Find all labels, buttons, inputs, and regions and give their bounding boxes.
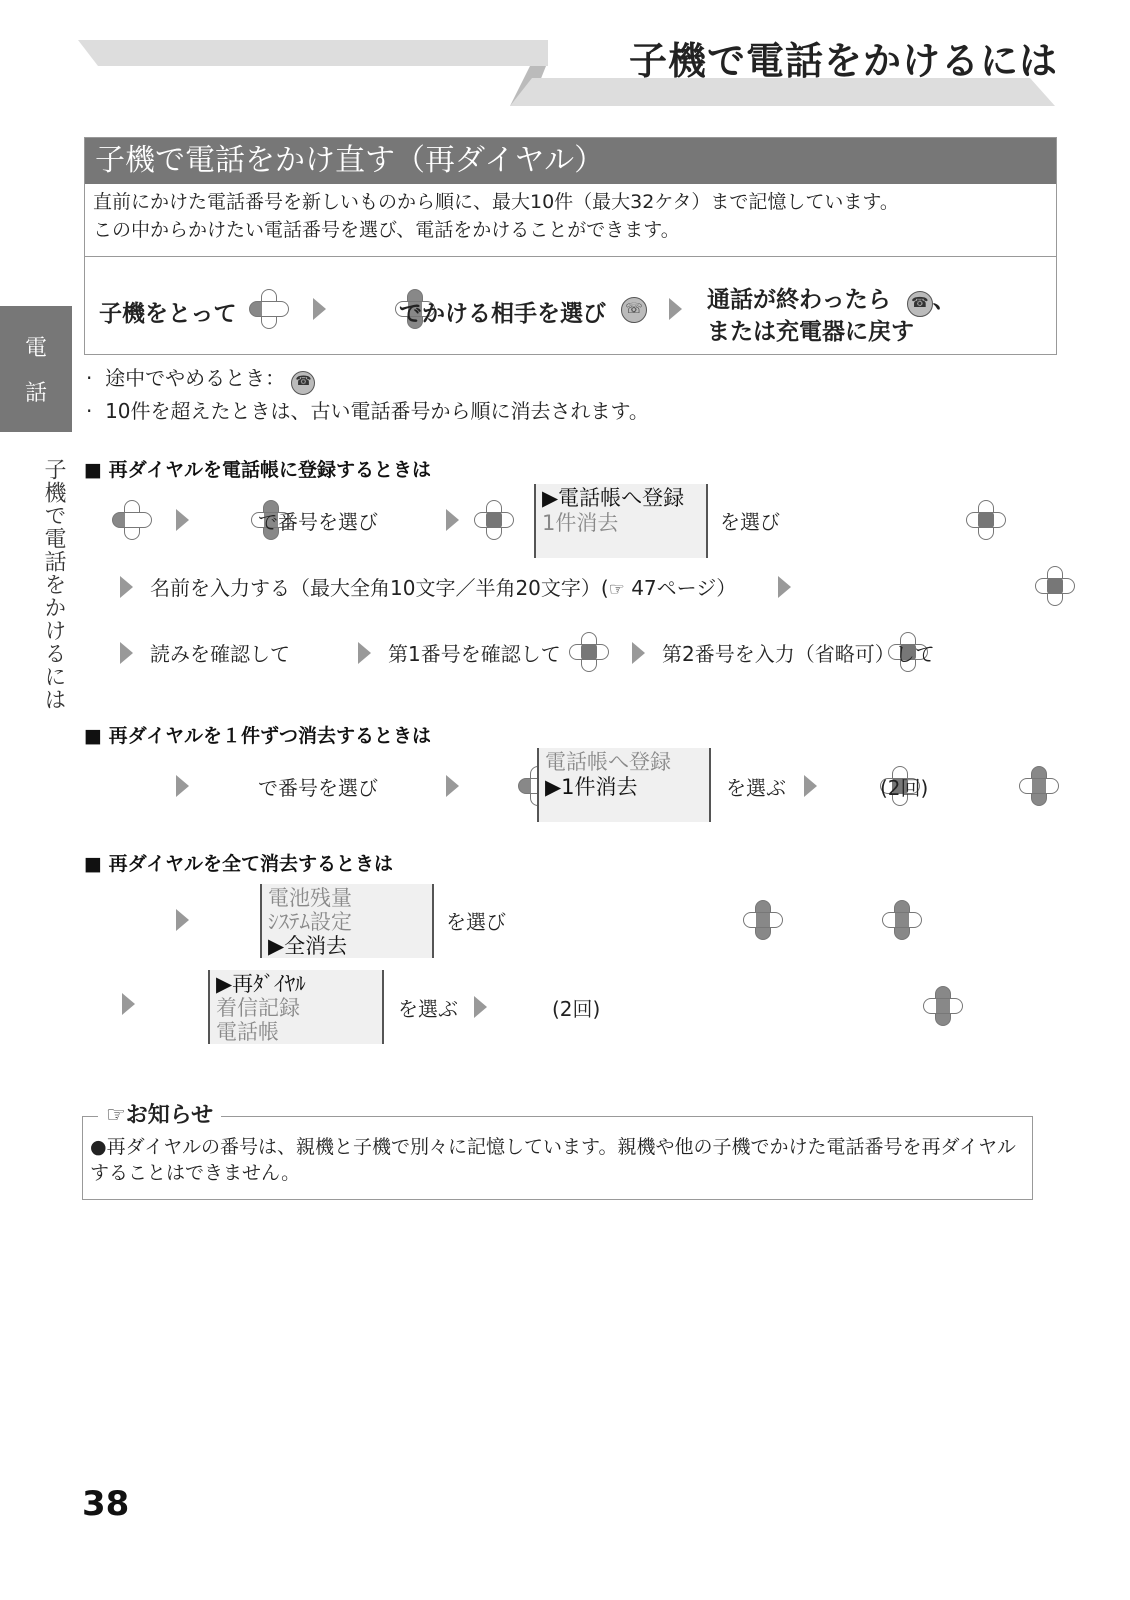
register-menu [534, 484, 708, 558]
arrow-right-icon [632, 642, 645, 664]
menu-item: 電話帳へ登録 [545, 750, 671, 774]
menu-item: 1件消去 [542, 511, 619, 535]
arrow-right-icon [313, 298, 326, 320]
redial-heading: 子機で電話をかけ直す（再ダイヤル） [85, 138, 1056, 184]
chapter-tab [0, 306, 72, 432]
delete-one-times: (2回) [880, 776, 929, 800]
dpad-center-icon [966, 500, 1006, 540]
arrow-right-icon [778, 576, 791, 598]
menu-item: ▶1件消去 [545, 775, 638, 799]
arrow-right-icon [176, 909, 189, 931]
chapter-tab-char: 電 [24, 336, 47, 361]
delete-all-select-1: を選び [446, 910, 506, 934]
delete-all-select-2: を選ぶ [398, 997, 458, 1021]
menu-item: ▶全消去 [268, 934, 348, 958]
call-button-icon: ☏ [621, 297, 647, 323]
register-name-input: 名前を入力する（最大全角10文字／半角20文字）(☞ 47ページ） [150, 576, 737, 600]
menu-item: ▶電話帳へ登録 [542, 486, 685, 510]
dpad-updown-icon [1019, 766, 1059, 806]
redial-description-line: この中からかけたい電話番号を選び、電話をかけることができます。 [93, 219, 680, 241]
delete-one-heading: ■ 再ダイヤルを１件ずつ消去するときは [84, 725, 431, 747]
arrow-right-icon [804, 775, 817, 797]
notice-text: ●再ダイヤルの番号は、親機と子機で別々に記憶しています。親機や他の子機でかけた電話番号を再ダイヤルすることはできません。 [90, 1136, 1016, 1184]
step-return-charger: または充電器に戻す [707, 319, 914, 345]
dpad-center-icon [1035, 566, 1075, 606]
dpad-center-icon [474, 500, 514, 540]
hand-pointer-icon: ☞ [608, 579, 625, 600]
redial-steps [85, 257, 1056, 361]
dpad-updown-icon [882, 900, 922, 940]
register-input-second: 第2番号を入力（省略可）して [662, 642, 935, 666]
register-confirm-reading: 読みを確認して [150, 642, 290, 666]
page-title: 子機で電話をかけるには [628, 39, 1058, 83]
chapter-tab-char: 話 [24, 381, 47, 406]
menu-item: ▶再ﾀﾞｲﾔﾙ [216, 972, 306, 996]
note-cancel: · 途中でやめるとき： ☎ [86, 362, 315, 395]
menu-item: 電話帳 [216, 1020, 279, 1044]
menu-item: 電池残量 [268, 886, 352, 910]
delete-one-menu [537, 748, 711, 822]
delete-all-menu-logs [208, 970, 384, 1044]
step-end-call: 通話が終わったら ☎ 、 [707, 281, 956, 317]
arrow-right-icon [176, 775, 189, 797]
arrow-right-icon [358, 642, 371, 664]
dpad-updown-icon [923, 986, 963, 1026]
info-hand-icon: ☞ [106, 1103, 126, 1128]
delete-all-menu-settings [260, 884, 434, 958]
header-banner-bar [78, 40, 548, 66]
notice-title: ☞お知らせ [98, 1098, 221, 1129]
arrow-right-icon [122, 993, 135, 1015]
arrow-right-icon [446, 509, 459, 531]
redial-description-line: 直前にかけた電話番号を新しいものから順に、最大10件（最大32ケタ）まで記憶しています。 [93, 191, 899, 213]
arrow-right-icon [474, 996, 487, 1018]
arrow-right-icon [176, 509, 189, 531]
dpad-center-icon [569, 632, 609, 672]
dpad-updown-icon [743, 900, 783, 940]
delete-one-select-number: で番号を選び [258, 776, 378, 800]
arrow-right-icon [120, 576, 133, 598]
register-confirm-first: 第1番号を確認して [388, 642, 561, 666]
menu-item: ｼｽﾃﾑ設定 [268, 910, 352, 934]
dpad-left-icon [249, 289, 289, 329]
arrow-right-icon [669, 298, 682, 320]
register-heading: ■ 再ダイヤルを電話帳に登録するときは [84, 459, 431, 481]
redial-box [84, 137, 1057, 355]
arrow-right-icon [446, 775, 459, 797]
note-overflow: · 10件を超えたときは、古い電話番号から順に消去されます。 [86, 399, 649, 423]
end-call-button-icon: ☎ [907, 291, 933, 317]
end-call-button-icon: ☎ [291, 371, 315, 395]
step-select: でかける相手を選び [399, 301, 606, 327]
delete-all-heading: ■ 再ダイヤルを全て消去するときは [84, 853, 393, 875]
delete-one-select: を選ぶ [726, 776, 786, 800]
menu-item: 着信記録 [216, 996, 300, 1020]
redial-description [85, 184, 1056, 257]
arrow-right-icon [120, 642, 133, 664]
dpad-left-icon [112, 500, 152, 540]
delete-all-times: (2回) [552, 997, 601, 1021]
register-select: を選び [720, 510, 780, 534]
page-number: 38 [82, 1484, 130, 1524]
section-vertical-title: 子機で電話をかけるには [41, 458, 66, 711]
register-select-number: で番号を選び [258, 510, 378, 534]
step-pickup: 子機をとって [99, 301, 237, 327]
